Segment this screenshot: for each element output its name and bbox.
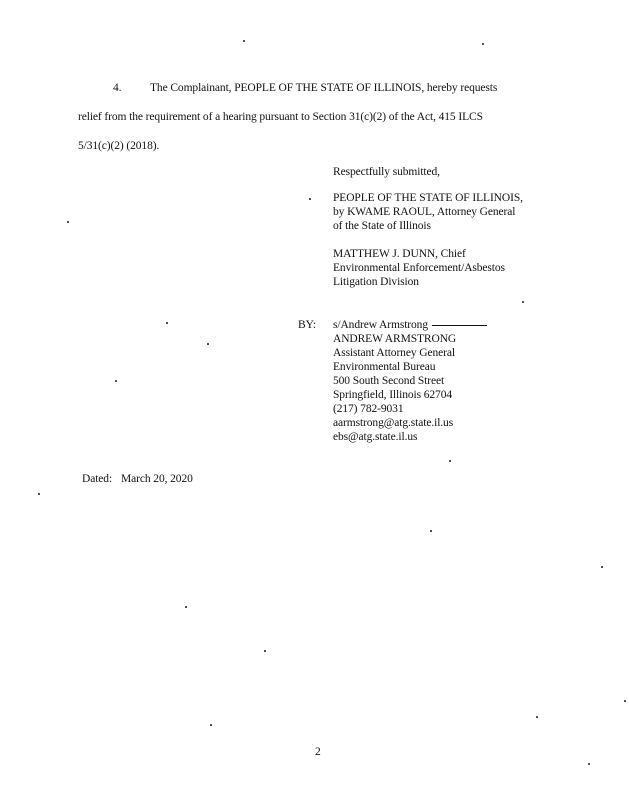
signer-line: ANDREW ARMSTRONG [333, 333, 457, 345]
by-label: BY: [298, 319, 317, 331]
party-line: PEOPLE OF THE STATE OF ILLINOIS, [333, 192, 523, 204]
scan-speck [449, 460, 451, 462]
scan-speck [522, 301, 524, 303]
scan-speck [115, 380, 117, 382]
closing-respectfully [333, 165, 440, 179]
signer-email: ebs@atg.state.il.us [333, 431, 418, 443]
paragraph-line-1: The Complainant, PEOPLE OF THE STATE OF ILLINOIS, hereby requests [150, 82, 498, 94]
scan-speck [482, 43, 484, 45]
division-line: MATTHEW J. DUNN, Chief [333, 248, 466, 260]
scan-speck [166, 322, 168, 324]
scan-speck [624, 700, 626, 702]
signer-line: Environmental Bureau [333, 361, 436, 373]
dated-label: Dated: [82, 473, 113, 485]
signature-block [333, 318, 487, 444]
paragraph-number: 4. [113, 82, 122, 94]
respectfully-submitted: Respectfully submitted, [333, 166, 440, 178]
party-line: by KWAME RAOUL, Attorney General [333, 206, 516, 218]
scan-speck [210, 724, 212, 726]
scan-speck [67, 221, 69, 223]
scan-speck [207, 343, 209, 345]
division-block [333, 247, 505, 289]
scan-speck [536, 716, 538, 718]
scan-speck [601, 566, 603, 568]
party-block [333, 191, 523, 233]
division-line: Litigation Division [333, 276, 419, 288]
signer-line: (217) 782-9031 [333, 403, 404, 415]
scan-speck [309, 198, 311, 200]
signature-line [333, 318, 487, 332]
party-line: of the State of Illinois [333, 220, 431, 232]
signer-line: Springfield, Illinois 62704 [333, 389, 453, 401]
paragraph-line-3: 5/31(c)(2) (2018). [78, 140, 160, 152]
division-line: Environmental Enforcement/Asbestos [333, 262, 505, 274]
electronic-signature: s/Andrew Armstrong [333, 319, 428, 331]
scan-speck [243, 40, 245, 42]
scan-speck [430, 530, 432, 532]
scan-speck [38, 493, 40, 495]
page-number: 2 [315, 746, 321, 758]
signer-line: Assistant Attorney General [333, 347, 455, 359]
dated-value: March 20, 2020 [121, 473, 193, 485]
scan-speck [264, 650, 266, 652]
paragraph-line-2: relief from the requirement of a hearing pursuant to Section 31(c)(2) of the Act, 415 ILCS [78, 111, 483, 123]
scan-speck [185, 606, 187, 608]
signature-underline [432, 325, 487, 326]
signer-line: 500 South Second Street [333, 375, 445, 387]
scan-speck [588, 763, 590, 765]
signer-email: aarmstrong@atg.state.il.us [333, 417, 454, 429]
